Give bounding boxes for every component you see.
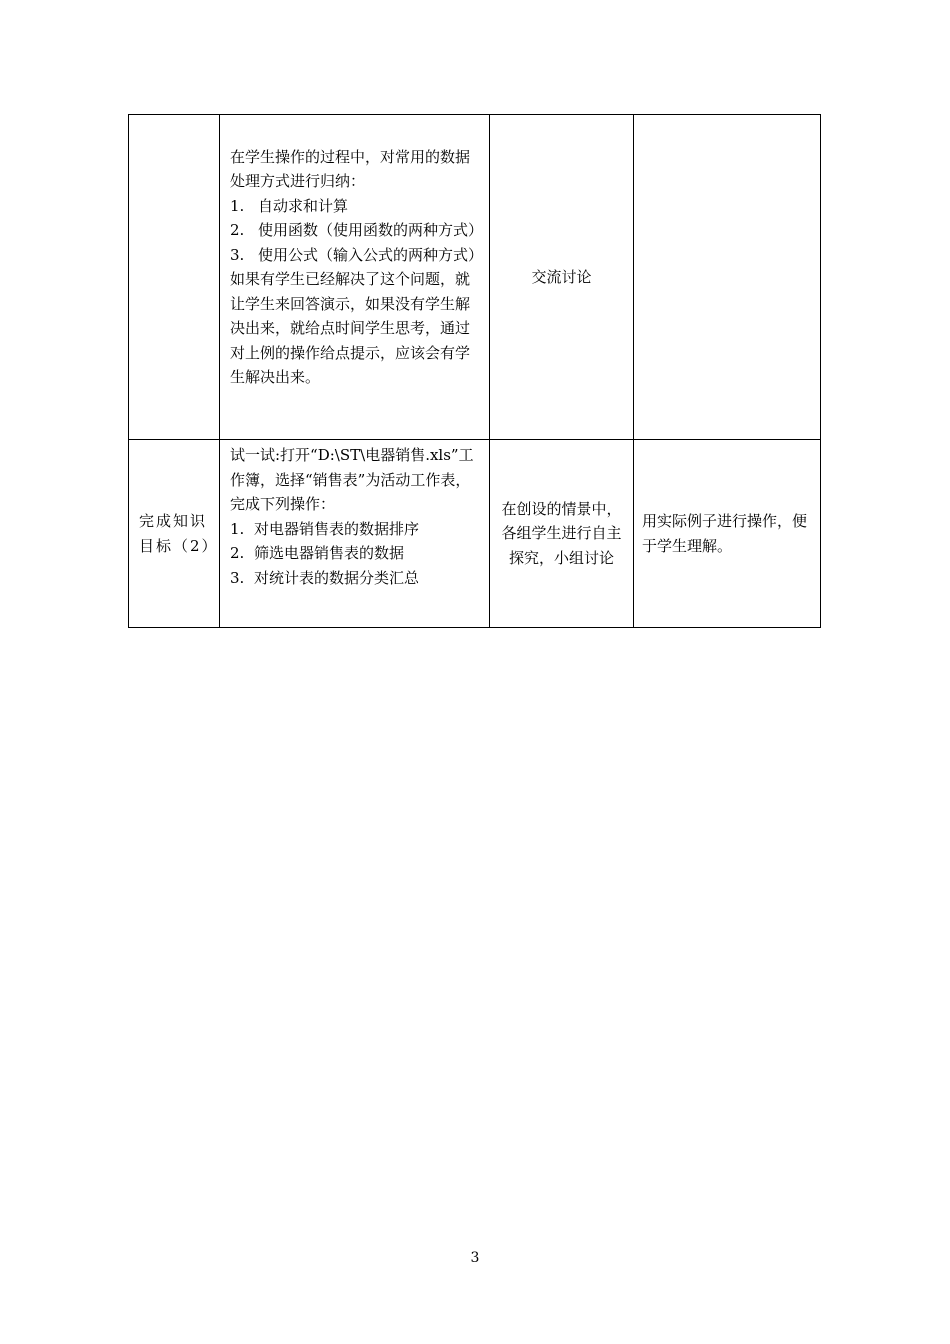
- list-item-text: 对电器销售表的数据排序: [254, 519, 420, 538]
- row1-intro-text: 在学生操作的过程中，对常用的数据处理方式进行归纳：: [230, 147, 471, 190]
- row1-outro-text: 如果有学生已经解决了这个问题，就让学生来回答演示，如果没有学生解决出来，就给点时间学生思考，通过对上例的操作给点提示，应该会有学生解决出来。: [230, 270, 471, 386]
- list-item-number: 3.: [230, 245, 245, 264]
- lesson-plan-table: [128, 114, 821, 628]
- row2-intro-text: 试一试:打开“D:\ST\电器销售.xls”工作簿，选择“销售表”为活动工作表，完成下列操作：: [230, 446, 474, 513]
- list-item: [230, 541, 483, 566]
- row1-content-cell: [220, 115, 490, 440]
- list-item-number: 3.: [230, 568, 245, 587]
- row2-intent-text: 用实际例子进行操作，便于学生理解。: [642, 512, 808, 555]
- list-item-number: 2.: [230, 221, 245, 239]
- list-item-number: 1.: [230, 519, 245, 538]
- list-item: [230, 194, 483, 219]
- row2-stage-cell: [129, 440, 220, 628]
- page-number: 3: [470, 1250, 480, 1266]
- list-item-number: 2.: [230, 544, 245, 562]
- row2-content-cell: [220, 440, 490, 628]
- row2-activity-text: 在创设的情景中，各组学生进行自主探究，小组讨论: [501, 499, 622, 567]
- list-item-text: 自动求和计算: [258, 196, 349, 215]
- row2-activity-cell: [490, 440, 634, 628]
- list-item-text: 使用函数（使用函数的两种方式）: [258, 221, 484, 239]
- row2-intent-cell: [634, 440, 821, 628]
- row1-stage-cell: [129, 115, 220, 440]
- row1-activity-cell: [490, 115, 634, 440]
- list-item: [230, 566, 483, 591]
- list-item-text: 使用公式（输入公式的两种方式）: [258, 245, 484, 264]
- table-row: [129, 440, 821, 628]
- row1-intent-cell: [634, 115, 821, 440]
- row2-stage-text: 完成知识目标（2）: [139, 512, 219, 555]
- list-item: [230, 243, 483, 268]
- table-row: [129, 115, 821, 440]
- list-item-text: 对统计表的数据分类汇总: [254, 568, 420, 587]
- list-item-text: 筛选电器销售表的数据: [254, 544, 405, 562]
- list-item: [230, 517, 483, 542]
- list-item-number: 1.: [230, 196, 245, 215]
- list-item: [230, 218, 483, 243]
- row1-activity-text: 交流讨论: [531, 267, 592, 286]
